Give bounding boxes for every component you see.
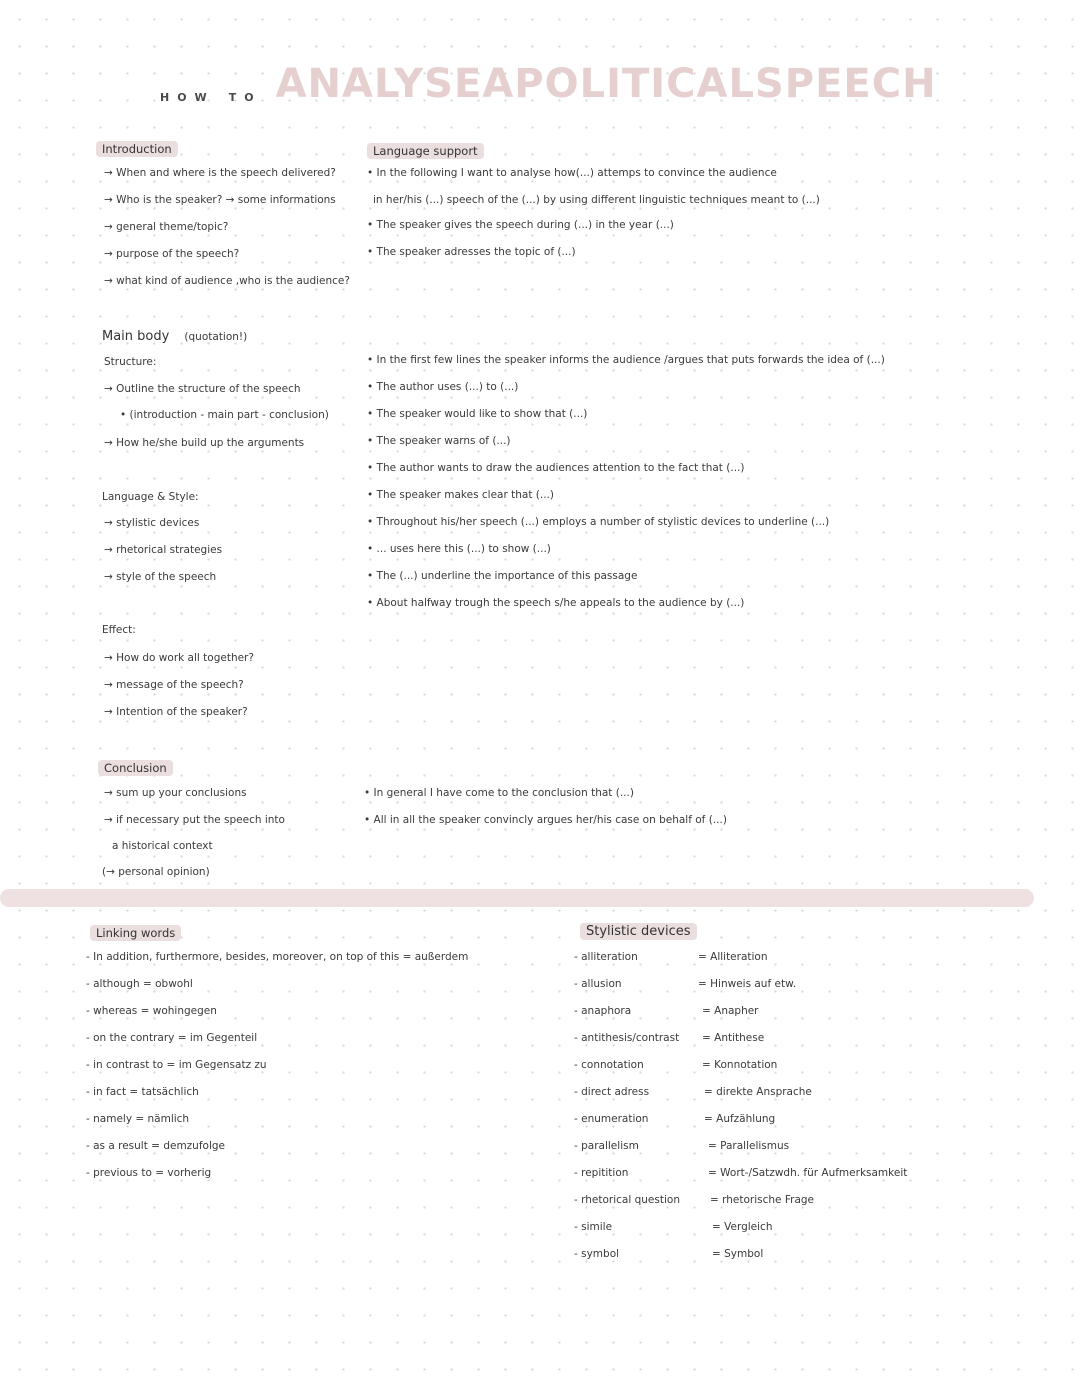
phrase-item: • In general I have come to the conclusion that (...) bbox=[364, 787, 634, 799]
title-speech: SPEECH bbox=[754, 61, 937, 107]
list-item: → stylistic devices bbox=[104, 517, 200, 529]
device-translation: = Aufzählung bbox=[704, 1113, 776, 1125]
list-item: • The speaker adresses the topic of (...) bbox=[367, 246, 576, 258]
list-item: → what kind of audience ,who is the audience? bbox=[104, 275, 350, 287]
effect-heading: Effect: bbox=[102, 624, 136, 636]
device-term: - antithesis/contrast bbox=[574, 1032, 680, 1044]
list-item: → Outline the structure of the speech bbox=[104, 383, 301, 395]
language-support-heading: Language support bbox=[367, 143, 484, 159]
phrase-item: • Throughout his/her speech (...) employs a number of stylistic devices to underline (...) bbox=[367, 516, 830, 528]
linking-word-item: - In addition, furthermore, besides, moreover, on top of this = außerdem bbox=[86, 951, 469, 963]
introduction-section bbox=[96, 138, 178, 157]
structure-heading: Structure: bbox=[104, 356, 157, 368]
device-translation: = Antithese bbox=[702, 1032, 765, 1044]
device-term: - repitition bbox=[574, 1167, 629, 1179]
device-translation: = Symbol bbox=[712, 1248, 764, 1260]
page-title bbox=[160, 48, 937, 108]
main-body-heading: Main body bbox=[102, 329, 170, 344]
device-term: - anaphora bbox=[574, 1005, 632, 1017]
introduction-heading: Introduction bbox=[96, 141, 178, 157]
list-item: • In the following I want to analyse how(...) attemps to convince the audience bbox=[367, 167, 777, 179]
device-translation: = direkte Ansprache bbox=[704, 1086, 812, 1098]
linking-word-item: - in contrast to = im Gegensatz zu bbox=[86, 1059, 267, 1071]
list-item: → if necessary put the speech into bbox=[104, 814, 285, 826]
device-translation: = rhetorische Frage bbox=[710, 1194, 815, 1206]
device-translation: = Anapher bbox=[702, 1005, 759, 1017]
device-translation: = Hinweis auf etw. bbox=[698, 978, 797, 990]
list-item: • (introduction - main part - conclusion) bbox=[120, 409, 329, 421]
stylistic-devices-section bbox=[580, 920, 697, 940]
list-item: (→ personal opinion) bbox=[102, 866, 210, 878]
title-political: POLITICAL bbox=[514, 61, 755, 107]
device-translation: = Alliteration bbox=[698, 951, 768, 963]
list-item: → style of the speech bbox=[104, 571, 217, 583]
device-translation: = Wort-/Satzwdh. für Aufmerksamkeit bbox=[708, 1167, 908, 1179]
phrase-item: • The speaker warns of (...) bbox=[367, 435, 511, 447]
linking-word-item: - whereas = wohingegen bbox=[86, 1005, 217, 1017]
main-body-heading-row bbox=[102, 325, 247, 344]
conclusion-section bbox=[98, 757, 173, 776]
phrase-item: • The speaker makes clear that (...) bbox=[367, 489, 554, 501]
title-a: A bbox=[482, 61, 515, 107]
stylistic-devices-heading: Stylistic devices bbox=[580, 923, 697, 940]
linking-word-item: - although = obwohl bbox=[86, 978, 193, 990]
list-item: → When and where is the speech delivered? bbox=[104, 167, 336, 179]
list-item: → general theme/topic? bbox=[104, 221, 229, 233]
linking-word-item: - on the contrary = im Gegenteil bbox=[86, 1032, 258, 1044]
linking-word-item: - previous to = vorherig bbox=[86, 1167, 212, 1179]
device-term: - rhetorical question bbox=[574, 1194, 680, 1206]
list-item: → Who is the speaker? → some informations bbox=[104, 194, 336, 206]
linking-word-item: - in fact = tatsächlich bbox=[86, 1086, 199, 1098]
list-item: in her/his (...) speech of the (...) by using different linguistic techniques meant to (...) bbox=[373, 194, 820, 206]
list-item: • The speaker gives the speech during (...) in the year (...) bbox=[367, 219, 674, 231]
phrase-item: • The (...) underline the importance of this passage bbox=[367, 570, 638, 582]
main-body-note: (quotation!) bbox=[184, 331, 248, 343]
device-translation: = Vergleich bbox=[712, 1221, 773, 1233]
list-item: → How do work all together? bbox=[104, 652, 254, 664]
linking-words-section bbox=[90, 922, 181, 941]
device-translation: = Parallelismus bbox=[708, 1140, 790, 1152]
language-support-section bbox=[367, 140, 484, 159]
list-item: → rhetorical strategies bbox=[104, 544, 223, 556]
phrase-item: • All in all the speaker convincly argues her/his case on behalf of (...) bbox=[364, 814, 727, 826]
device-term: - parallelism bbox=[574, 1140, 639, 1152]
title-how: HOW bbox=[160, 91, 215, 104]
list-item: → Intention of the speaker? bbox=[104, 706, 248, 718]
linking-word-item: - namely = nämlich bbox=[86, 1113, 190, 1125]
device-term: - alliteration bbox=[574, 951, 638, 963]
device-term: - direct adress bbox=[574, 1086, 650, 1098]
phrase-item: • The author uses (...) to (...) bbox=[367, 381, 519, 393]
linking-words-heading: Linking words bbox=[90, 925, 181, 941]
title-analyse: ANALYSE bbox=[275, 61, 483, 107]
phrase-item: • About halfway trough the speech s/he appeals to the audience by (...) bbox=[367, 597, 745, 609]
phrase-item: • The speaker would like to show that (...) bbox=[367, 408, 588, 420]
list-item: → How he/she build up the arguments bbox=[104, 437, 305, 449]
section-divider bbox=[0, 889, 1034, 907]
phrase-item: • The author wants to draw the audiences attention to the fact that (...) bbox=[367, 462, 745, 474]
list-item: → message of the speech? bbox=[104, 679, 244, 691]
device-term: - symbol bbox=[574, 1248, 620, 1260]
conclusion-heading: Conclusion bbox=[98, 760, 173, 776]
device-term: - allusion bbox=[574, 978, 622, 990]
title-to: TO bbox=[228, 91, 262, 104]
device-term: - connotation bbox=[574, 1059, 644, 1071]
device-term: - enumeration bbox=[574, 1113, 649, 1125]
phrase-item: • ... uses here this (...) to show (...) bbox=[367, 543, 551, 555]
language-style-heading: Language & Style: bbox=[102, 491, 199, 503]
device-term: - simile bbox=[574, 1221, 613, 1233]
list-item: a historical context bbox=[112, 840, 213, 852]
linking-word-item: - as a result = demzufolge bbox=[86, 1140, 226, 1152]
phrase-item: • In the first few lines the speaker informs the audience /argues that puts forwards the idea of (...) bbox=[367, 354, 885, 366]
list-item: → purpose of the speech? bbox=[104, 248, 240, 260]
list-item: → sum up your conclusions bbox=[104, 787, 247, 799]
device-translation: = Konnotation bbox=[702, 1059, 778, 1071]
